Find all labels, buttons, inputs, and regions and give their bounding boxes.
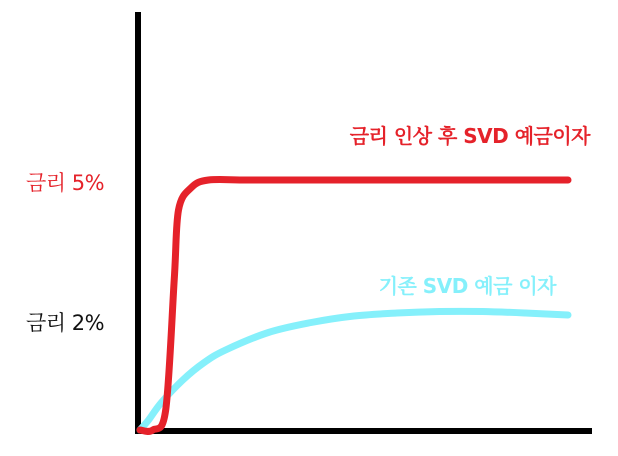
y-marker-label-5: 금리 5% (26, 171, 105, 195)
series-line-raised (140, 179, 568, 431)
series-line-baseline (140, 311, 568, 430)
series-label-baseline: 기존 SVD 예금 이자 (378, 274, 556, 298)
y-marker-label-2: 금리 2% (26, 311, 105, 335)
series-label-raised: 금리 인상 후 SVD 예금이자 (349, 124, 590, 148)
